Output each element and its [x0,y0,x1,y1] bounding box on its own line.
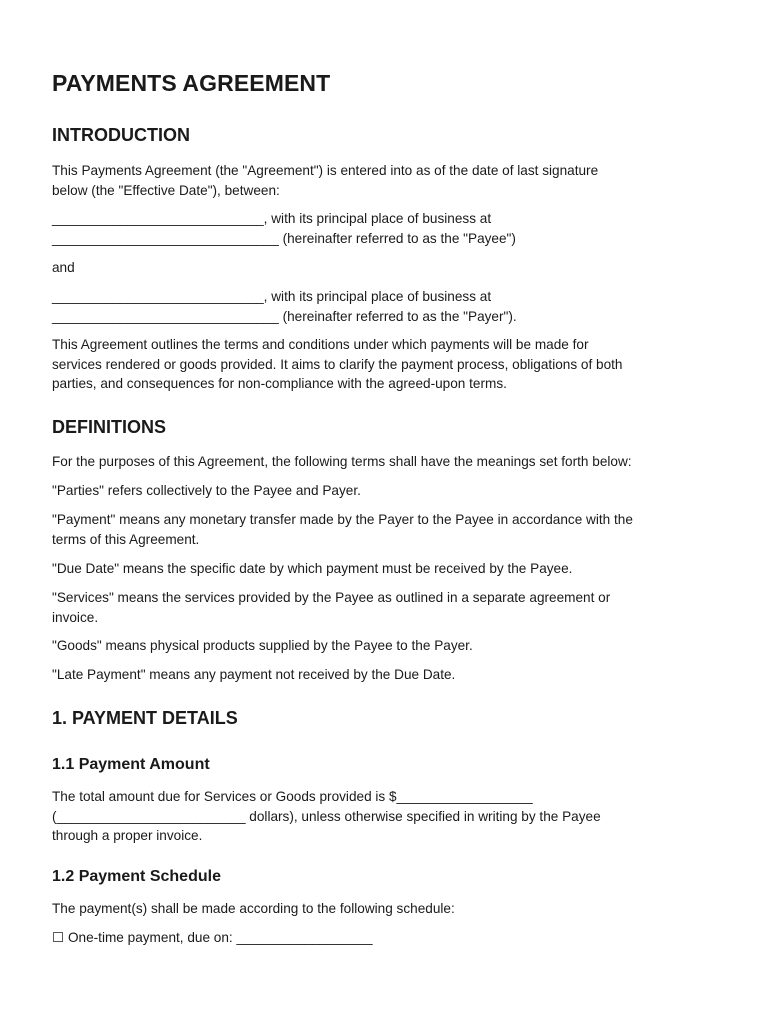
text-line: below (the "Effective Date"), between: [52,182,280,198]
one-time-payment-option[interactable]: ☐ One-time payment, due on: __________________ [52,930,373,945]
payment-amount-heading: 1.1 Payment Amount [52,756,210,773]
payment-schedule-text: The payment(s) shall be made according to the following schedule: [52,901,455,916]
payee-address-line: ______________________________ (hereinafter referred to as the "Payee") [52,230,516,246]
text-line: The total amount due for Services or Goods provided is $__________________ [52,789,533,804]
definitions-intro: For the purposes of this Agreement, the following terms shall have the meanings set forth below: [52,454,632,469]
definition-goods: "Goods" means physical products supplied by the Payee to the Payer. [52,638,473,653]
purpose-paragraph [52,335,722,394]
introduction-heading: INTRODUCTION [52,125,190,145]
payee-name-line: ____________________________, with its principal place of business at [52,211,492,226]
text-line: through a proper invoice. [52,828,203,843]
text-line: This Agreement outlines the terms and conditions under which payments will be made for [52,337,589,352]
payer-address-line: ______________________________ (hereinafter referred to as the "Payer"). [52,308,517,324]
text-line: This Payments Agreement (the "Agreement") is entered into as of the date of last signature [52,163,599,178]
payment-details-heading: 1. PAYMENT DETAILS [52,708,238,728]
definition-late-payment: "Late Payment" means any payment not received by the Due Date. [52,667,456,682]
text-line: terms of this Agreement. [52,531,200,547]
and-text: and [52,260,75,275]
text-line: services rendered or goods provided. It aims to clarify the payment process, obligations of both [52,356,623,372]
payment-schedule-heading: 1.2 Payment Schedule [52,868,221,885]
text-line: invoice. [52,609,99,625]
text-line: "Payment" means any monetary transfer made by the Payer to the Payee in accordance with the [52,512,633,527]
intro-paragraph [52,161,722,200]
payment-amount-text [52,787,722,846]
definition-due-date: "Due Date" means the specific date by which payment must be received by the Payee. [52,561,573,576]
definition-payment [52,510,722,549]
text-line: (_________________________ dollars), unless otherwise specified in writing by the Payee [52,808,601,824]
text-line: parties, and consequences for non-compliance with the agreed-upon terms. [52,376,507,391]
payer-name-line: ____________________________, with its principal place of business at [52,289,492,304]
payee-block [52,209,722,248]
definition-services [52,588,722,627]
document-title: PAYMENTS AGREEMENT [52,70,331,96]
payer-block [52,287,722,326]
definition-parties: "Parties" refers collectively to the Payee and Payer. [52,483,361,498]
text-line: "Services" means the services provided by the Payee as outlined in a separate agreement or [52,590,611,605]
definitions-heading: DEFINITIONS [52,417,167,437]
